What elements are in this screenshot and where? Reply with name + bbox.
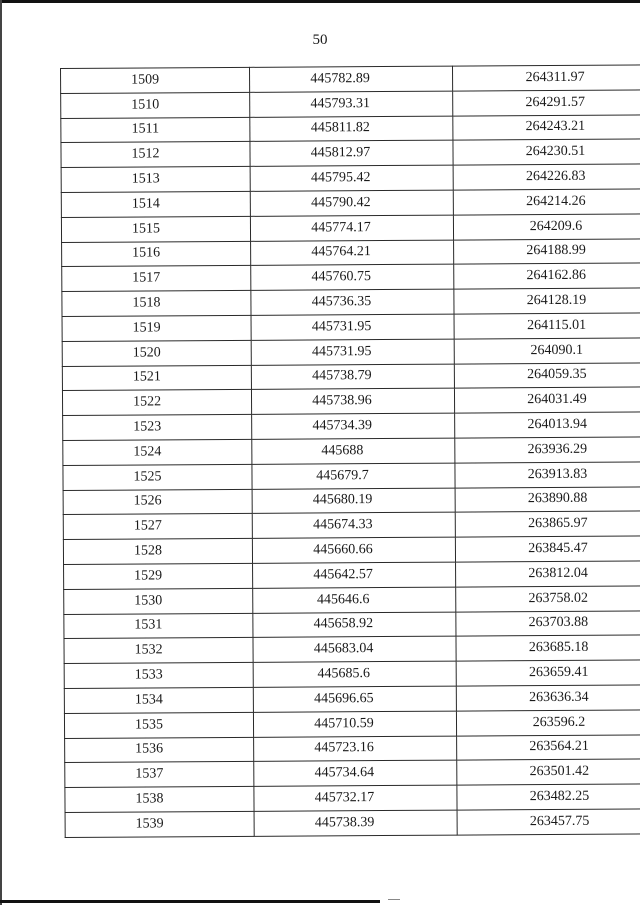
point-number-cell: 1523	[63, 414, 252, 440]
table-row	[62, 288, 640, 316]
x-coordinate-cell: 445679.7	[252, 463, 455, 489]
x-coordinate-cell: 445734.39	[252, 413, 455, 439]
table-row	[61, 164, 640, 192]
point-number-cell: 1527	[63, 514, 252, 540]
x-coordinate-cell: 445793.31	[250, 91, 453, 117]
y-coordinate-cell: 263501.42	[457, 759, 640, 785]
table-row	[61, 189, 640, 217]
table-row	[65, 809, 640, 838]
y-coordinate-cell: 264214.26	[453, 189, 640, 215]
point-number-cell: 1536	[65, 737, 254, 763]
x-coordinate-cell: 445738.79	[251, 364, 454, 390]
y-coordinate-cell: 264209.6	[453, 214, 640, 240]
table-row	[62, 313, 640, 341]
x-coordinate-cell: 445738.96	[251, 388, 454, 414]
table-row	[62, 238, 640, 266]
point-number-cell: 1533	[64, 662, 253, 688]
table-row	[64, 660, 640, 688]
y-coordinate-cell: 263758.02	[456, 586, 640, 612]
y-coordinate-cell: 263659.41	[456, 660, 640, 686]
point-number-cell: 1530	[64, 588, 253, 614]
x-coordinate-cell: 445738.39	[254, 810, 457, 836]
table-row	[61, 115, 640, 143]
point-number-cell: 1515	[61, 216, 250, 242]
y-coordinate-cell: 264128.19	[454, 288, 640, 314]
table-row	[63, 412, 640, 440]
y-coordinate-cell: 264243.21	[453, 115, 640, 141]
table-row	[62, 387, 640, 415]
point-number-cell: 1513	[61, 167, 250, 193]
table-row	[64, 635, 640, 663]
table-row	[63, 536, 640, 564]
point-number-cell: 1538	[65, 786, 254, 812]
y-coordinate-cell: 263845.47	[455, 536, 640, 562]
y-coordinate-cell: 263482.25	[457, 784, 640, 810]
table-row	[64, 586, 640, 614]
x-coordinate-cell: 445731.95	[251, 314, 454, 340]
x-coordinate-cell: 445732.17	[254, 785, 457, 811]
table-row	[64, 710, 640, 738]
x-coordinate-cell: 445782.89	[249, 66, 452, 92]
x-coordinate-cell: 445736.35	[251, 289, 454, 315]
x-coordinate-cell: 445795.42	[250, 165, 453, 191]
table-row	[64, 610, 640, 638]
point-number-cell: 1510	[61, 92, 250, 118]
x-coordinate-cell: 445731.95	[251, 339, 454, 365]
table-row	[65, 734, 640, 762]
y-coordinate-cell: 264291.57	[453, 90, 640, 116]
y-coordinate-cell: 264226.83	[453, 164, 640, 190]
y-coordinate-cell: 263913.83	[455, 462, 640, 488]
table-row	[61, 214, 640, 242]
point-number-cell: 1535	[64, 712, 253, 738]
x-coordinate-cell: 445696.65	[253, 686, 456, 712]
x-coordinate-cell: 445685.6	[253, 661, 456, 687]
x-coordinate-cell: 445734.64	[254, 760, 457, 786]
x-coordinate-cell: 445688	[252, 438, 455, 464]
y-coordinate-cell: 264115.01	[454, 313, 640, 339]
y-coordinate-cell: 263685.18	[456, 635, 640, 661]
point-number-cell: 1528	[63, 538, 252, 564]
table-row	[62, 263, 640, 291]
x-coordinate-cell: 445658.92	[253, 612, 456, 638]
page-bottom-edge	[0, 900, 380, 903]
x-coordinate-cell: 445674.33	[252, 512, 455, 538]
point-number-cell: 1524	[63, 439, 252, 465]
y-coordinate-cell: 263936.29	[455, 437, 640, 463]
page-top-edge	[0, 0, 640, 3]
x-coordinate-cell: 445660.66	[252, 537, 455, 563]
x-coordinate-cell: 445764.21	[251, 240, 454, 266]
x-coordinate-cell: 445774.17	[250, 215, 453, 241]
x-coordinate-cell: 445812.97	[250, 140, 453, 166]
point-number-cell: 1518	[62, 291, 251, 317]
y-coordinate-cell: 263457.75	[457, 809, 640, 835]
point-number-cell: 1539	[65, 811, 254, 837]
coordinates-table	[60, 64, 640, 838]
y-coordinate-cell: 263596.2	[456, 710, 640, 736]
point-number-cell: 1509	[61, 67, 250, 93]
x-coordinate-cell: 445760.75	[251, 264, 454, 290]
y-coordinate-cell: 264059.35	[454, 362, 640, 388]
y-coordinate-cell: 263865.97	[455, 511, 640, 537]
table-row	[63, 486, 640, 514]
y-coordinate-cell: 264031.49	[454, 387, 640, 413]
y-coordinate-cell: 264311.97	[452, 65, 640, 91]
x-coordinate-cell: 445790.42	[250, 190, 453, 216]
y-coordinate-cell: 264162.86	[454, 263, 640, 289]
point-number-cell: 1521	[62, 365, 251, 391]
x-coordinate-cell: 445811.82	[250, 116, 453, 142]
x-coordinate-cell: 445680.19	[252, 488, 455, 514]
point-number-cell: 1534	[64, 687, 253, 713]
coordinates-table-body	[61, 65, 640, 838]
table-row	[63, 462, 640, 490]
point-number-cell: 1512	[61, 142, 250, 168]
page-number: 50	[312, 32, 328, 48]
point-number-cell: 1511	[61, 117, 250, 143]
table-row	[61, 90, 640, 118]
x-coordinate-cell: 445710.59	[253, 711, 456, 737]
table-row	[64, 561, 640, 589]
point-number-cell: 1526	[63, 489, 252, 515]
table-row	[63, 511, 640, 539]
point-number-cell: 1522	[62, 390, 251, 416]
table-row	[61, 65, 640, 93]
y-coordinate-cell: 263636.34	[456, 685, 640, 711]
y-coordinate-cell: 264230.51	[453, 139, 640, 165]
table-row	[65, 784, 640, 812]
point-number-cell: 1537	[65, 762, 254, 788]
point-number-cell: 1525	[63, 464, 252, 490]
scan-artifact	[388, 899, 400, 900]
point-number-cell: 1520	[62, 340, 251, 366]
point-number-cell: 1529	[64, 563, 253, 589]
y-coordinate-cell: 263703.88	[456, 610, 640, 636]
y-coordinate-cell: 264188.99	[454, 238, 640, 264]
page-left-edge	[0, 0, 2, 905]
y-coordinate-cell: 263812.04	[456, 561, 640, 587]
table-row	[65, 759, 640, 787]
table-row	[62, 338, 640, 366]
point-number-cell: 1517	[62, 266, 251, 292]
y-coordinate-cell: 264090.1	[454, 338, 640, 364]
point-number-cell: 1514	[61, 191, 250, 217]
x-coordinate-cell: 445683.04	[253, 636, 456, 662]
y-coordinate-cell: 263890.88	[455, 486, 640, 512]
table-row	[61, 139, 640, 167]
point-number-cell: 1532	[64, 638, 253, 664]
table-row	[63, 437, 640, 465]
y-coordinate-cell: 264013.94	[455, 412, 640, 438]
point-number-cell: 1519	[62, 315, 251, 341]
table-row	[64, 685, 640, 713]
y-coordinate-cell: 263564.21	[457, 734, 640, 760]
x-coordinate-cell: 445723.16	[254, 736, 457, 762]
x-coordinate-cell: 445646.6	[253, 587, 456, 613]
point-number-cell: 1531	[64, 613, 253, 639]
point-number-cell: 1516	[62, 241, 251, 267]
x-coordinate-cell: 445642.57	[253, 562, 456, 588]
table-row	[62, 362, 640, 390]
